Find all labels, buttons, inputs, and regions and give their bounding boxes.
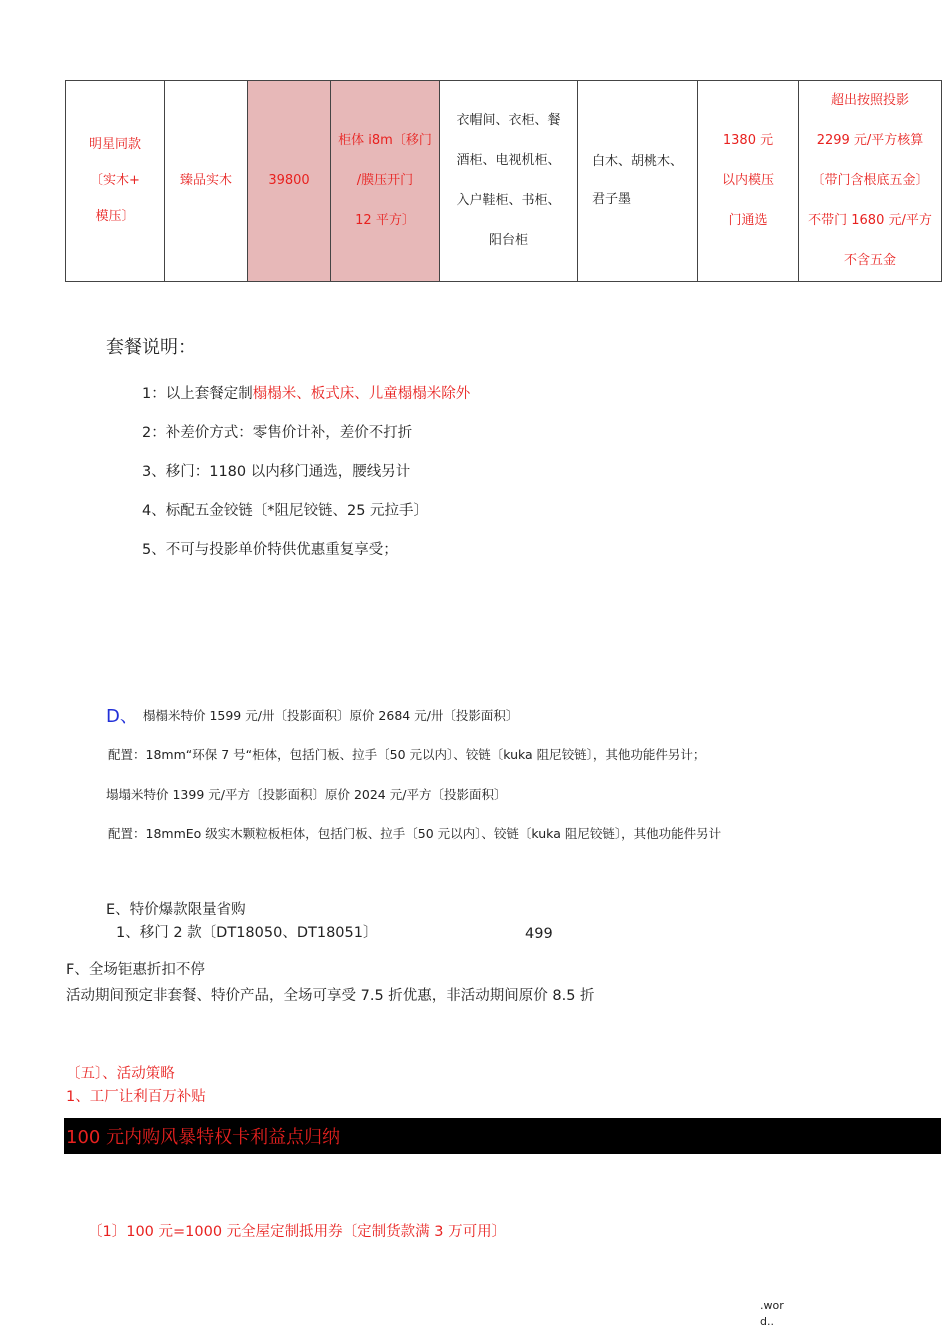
section-f-line: 活动期间预定非套餐、特价产品，全场可享受 7.5 折优惠，非活动期间原价 8.5 折 [66, 988, 595, 1004]
table-cell-colors: 白木、胡桃木、 君子墨 [578, 81, 698, 282]
section-d-line-3: 塌塌米特价 1399 元/平方〔投影面积〕原价 2024 元/平方〔投影面积〕 [106, 787, 507, 802]
package-table [65, 80, 942, 282]
notes-item-2: 2：补差价方式：零售价计补，差价不打折 [142, 425, 413, 441]
section-e-item-1: 1、移门 2 款〔DT18050、DT18051〕 [116, 925, 378, 941]
table-cell-series: 明星同款 〔实木+ 模压〕 [66, 81, 165, 282]
notes-item-3: 3、移门：1180 以内移门通选，腰线另计 [142, 464, 411, 480]
table-cell-price: 39800 [248, 81, 331, 282]
table-cell-material: 臻品实木 [165, 81, 248, 282]
notes-item-1 [142, 382, 470, 403]
notes-title: 套餐说明： [106, 337, 196, 358]
section-e-price: 499 [525, 926, 553, 938]
section-d-line-4: 配置：18mmEo 级实木颗粒板柜体，包括门板、拉手〔50 元以内〕、铰链〔kuka 阻尼铰链〕，其他功能件另计 [108, 826, 722, 841]
table-cell-door: 1380 元 以内模压 门通选 [698, 81, 799, 282]
notes-item-1-exclusion: 榻榻米、板式床、儿童榻榻米除外 [252, 386, 471, 402]
section-d-letter: D、 [106, 706, 138, 727]
table-cell-scope: 衣帽间、衣柜、餐 酒柜、电视机柜、 入户鞋柜、书柜、 阳台柜 [440, 81, 578, 282]
section-d-line-2: 配置：18mm“环保 7 号“柜体，包括门板、拉手〔50 元以内〕、铰链〔kuka 阻尼铰链〕，其他功能件另计； [108, 747, 706, 762]
notes-item-5: 5、不可与投影单价特供优惠重复享受； [142, 542, 398, 558]
section-e-title: E、特价爆款限量省购 [106, 902, 246, 918]
coupon-line: 〔1〕100 元=1000 元全屋定制抵用券〔定制货款满 3 万可用〕 [88, 1224, 507, 1240]
table-cell-extra: 超出按照投影 2299 元/平方核算 〔带门含根底五金〕 不带门 1680 元/平方 不含五金 [799, 81, 942, 282]
section-d-heading [106, 702, 518, 728]
notes-item-4: 4、标配五金铰链〔*阻尼铰链、25 元拉手〕 [142, 503, 429, 519]
footer-mark: .wor d.. [760, 1299, 784, 1328]
privilege-banner [64, 1118, 941, 1154]
privilege-banner-text: 100 元内购风暴特权卡利益点归纳 [66, 1127, 341, 1148]
strategy-title: 〔五〕、活动策略 [66, 1066, 175, 1082]
notes-item-1-prefix: 1：以上套餐定制 [142, 386, 253, 402]
section-d-line-1: 榻榻米特价 1599 元/卅〔投影面积〕原价 2684 元/卅〔投影面积〕 [142, 708, 519, 723]
section-f-title: F、全场钜惠折扣不停 [66, 962, 205, 978]
table-cell-spec: 柜体 i8m〔移门 /膜压开门 12 平方〕 [331, 81, 440, 282]
strategy-item-1: 1、工厂让利百万补贴 [66, 1089, 206, 1105]
table-row [66, 81, 942, 282]
